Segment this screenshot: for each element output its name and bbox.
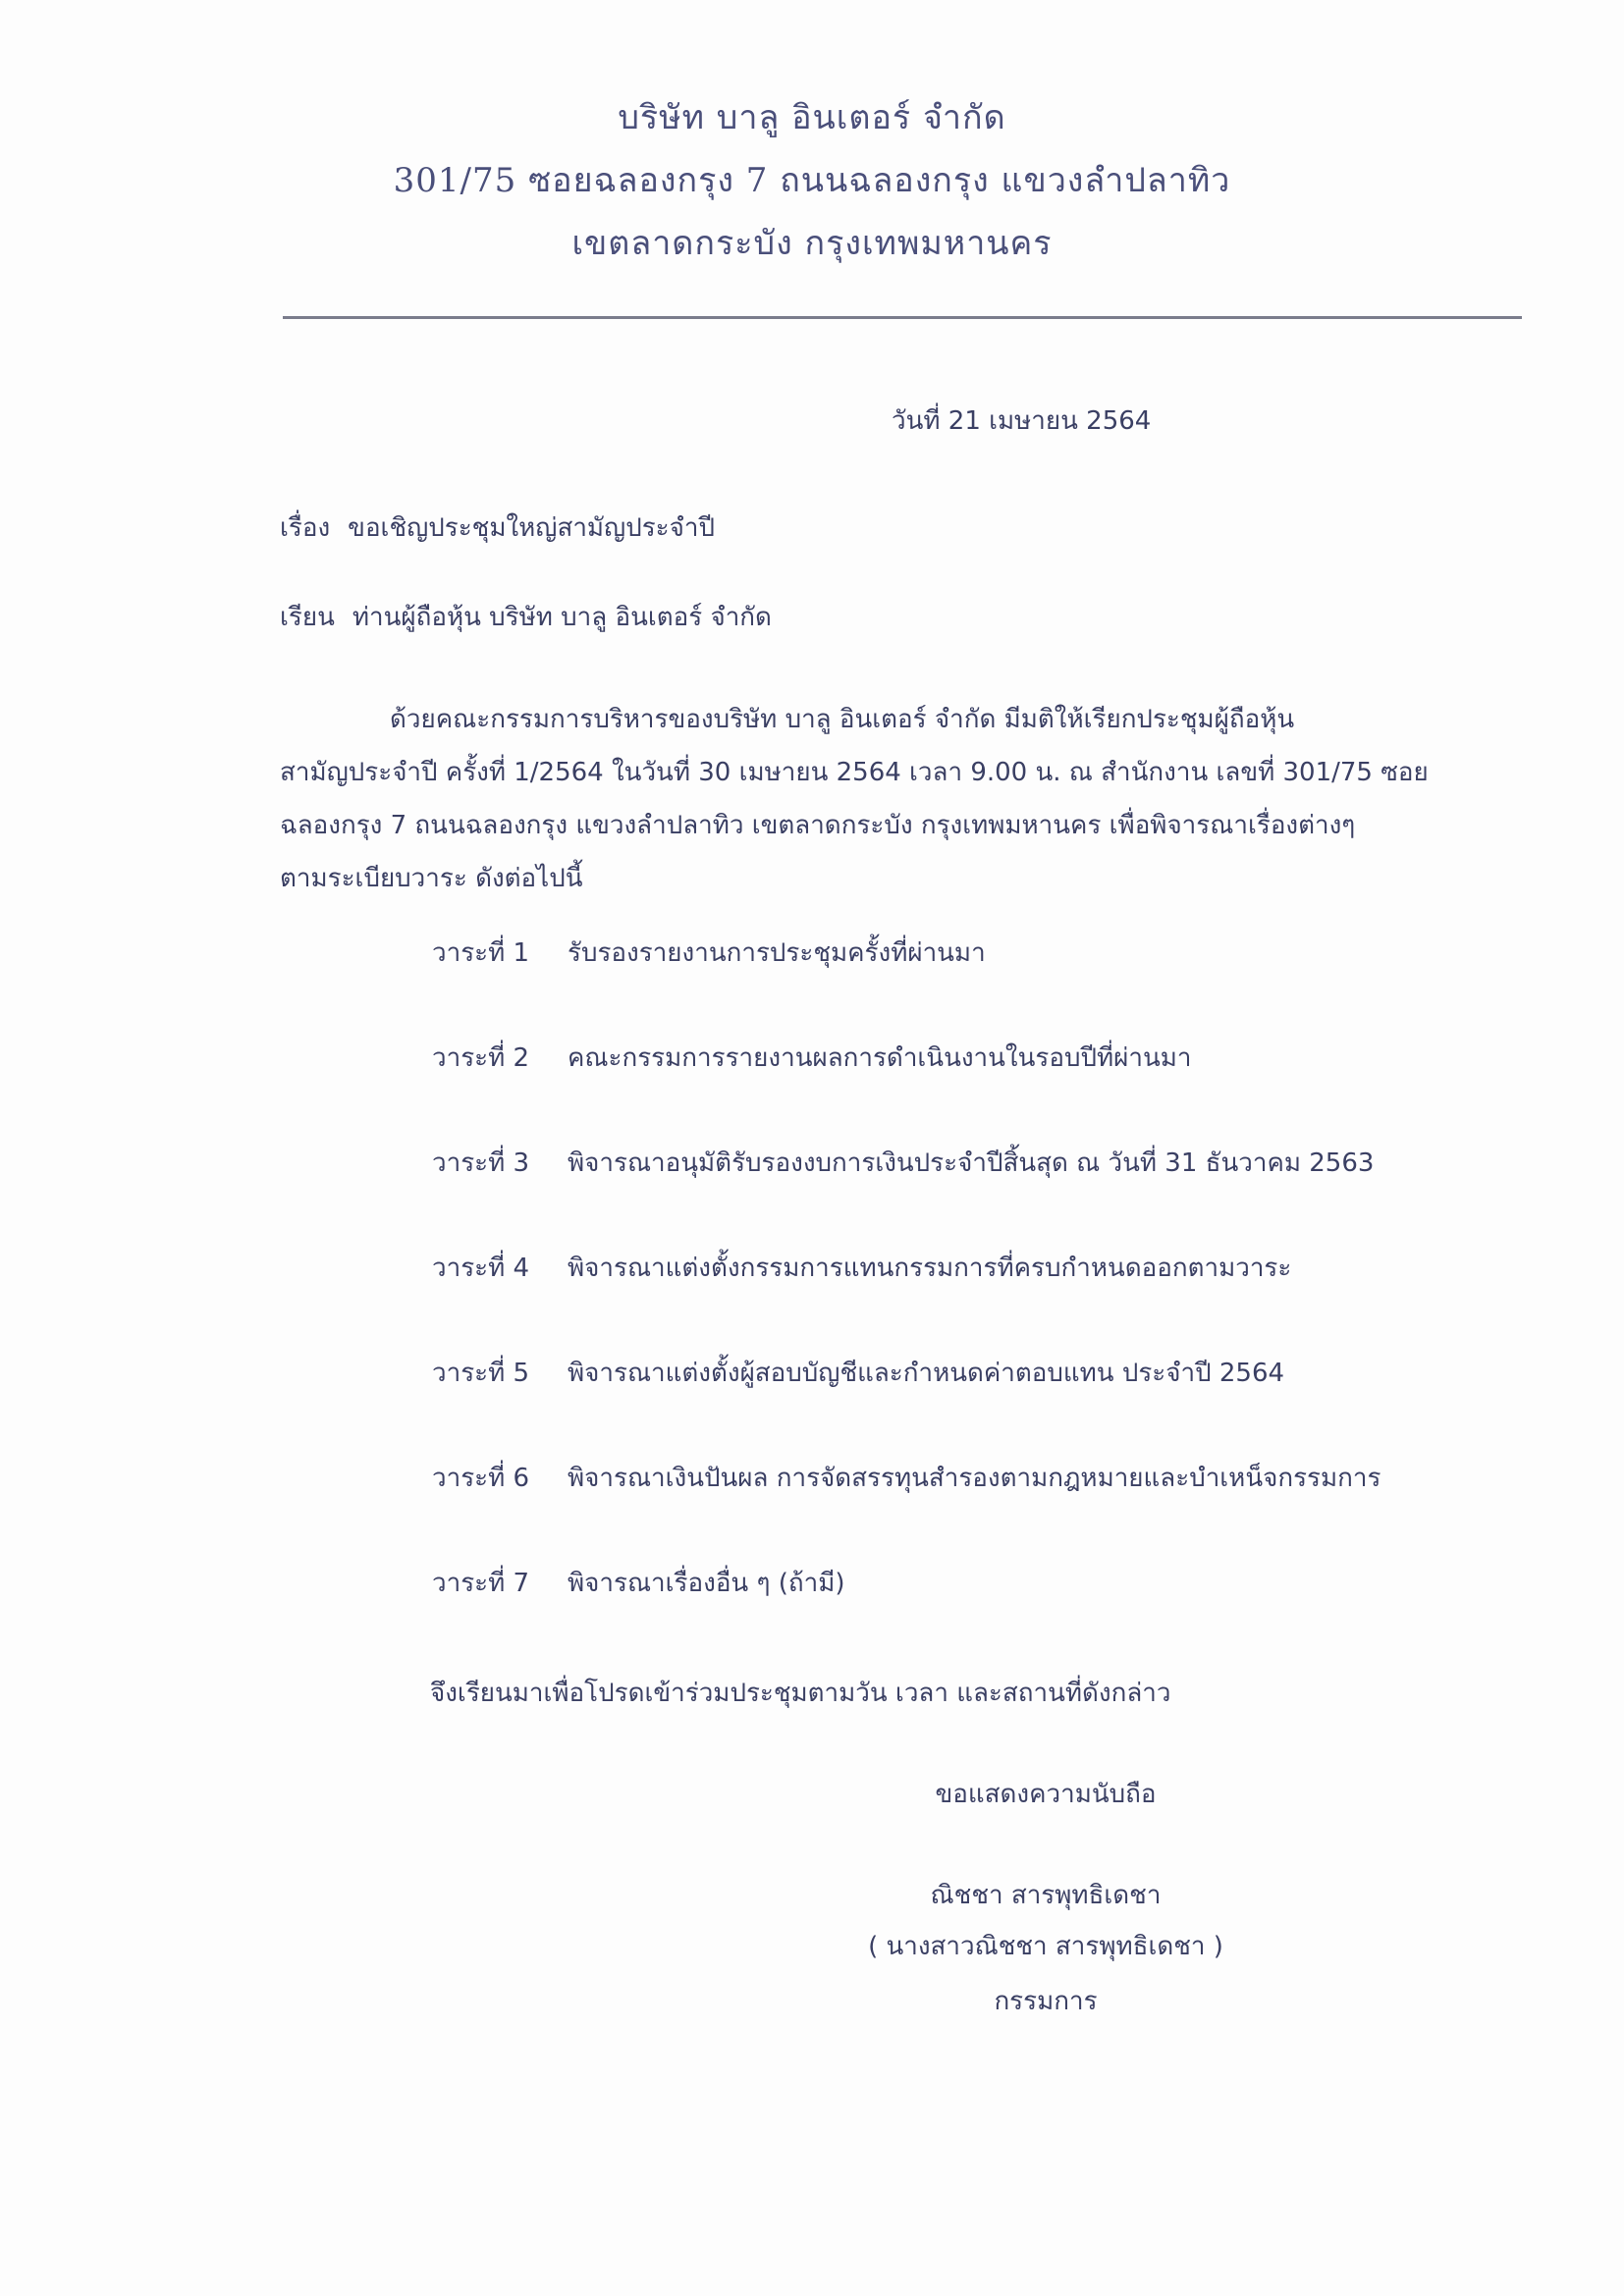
company-address-line1: 301/75 ซอยฉลองกรุง 7 ถนนฉลองกรุง แขวงลำปลาทิว	[393, 161, 1231, 200]
full-name: ( นางสาวณิชชา สารพุทธิเดชา )	[868, 1932, 1223, 1961]
regards: ขอแสดงความนับถือ	[935, 1780, 1157, 1809]
company-name: บริษัท บาลู อินเตอร์ จำกัด	[618, 98, 1006, 137]
signed-name: ณิชชา สารพุทธิเดชา	[930, 1881, 1162, 1910]
agenda-number: วาระที่ 4	[432, 1254, 530, 1283]
agenda-item	[432, 1353, 1284, 1393]
agenda-item	[432, 1248, 1291, 1288]
agenda-number: วาระที่ 5	[432, 1359, 530, 1388]
agenda-text: พิจารณาเงินปันผล การจัดสรรทุนสำรองตามกฎหมายและบำเหน็จกรรมการ	[568, 1464, 1381, 1493]
agenda-number: วาระที่ 2	[432, 1043, 530, 1073]
agenda-number: วาระที่ 6	[432, 1464, 530, 1493]
subject-line	[280, 507, 715, 548]
recipient-text: ท่านผู้ถือหุ้น บริษัท บาลู อินเตอร์ จำกัด	[352, 603, 772, 632]
agenda-text: คณะกรรมการรายงานผลการดำเนินงานในรอบปีที่ผ่านมา	[568, 1043, 1192, 1073]
agenda-text: พิจารณาเรื่องอื่น ๆ (ถ้ามี)	[568, 1569, 845, 1598]
agenda-number: วาระที่ 1	[432, 938, 530, 968]
recipient-line	[280, 597, 772, 637]
agenda-text: พิจารณาแต่งตั้งกรรมการแทนกรรมการที่ครบกำหนดออกตามวาระ	[568, 1254, 1292, 1283]
agenda-item	[432, 1563, 844, 1603]
body-line: ฉลองกรุง 7 ถนนฉลองกรุง แขวงลำปลาทิว เขตลาดกระบัง กรุงเทพมหานคร เพื่อพิจารณาเรื่องต่างๆ	[280, 811, 1356, 840]
agenda-item	[432, 1038, 1191, 1078]
agenda-text: พิจารณาแต่งตั้งผู้สอบบัญชีและกำหนดค่าตอบแทน ประจำปี 2564	[568, 1359, 1285, 1388]
agenda-number: วาระที่ 3	[432, 1148, 530, 1178]
letter-date: วันที่ 21 เมษายน 2564	[892, 406, 1152, 436]
agenda-item	[432, 1458, 1380, 1498]
signer-position: กรรมการ	[994, 1987, 1098, 2016]
body-line: ด้วยคณะกรรมการบริหารของบริษัท บาลู อินเตอร์ จำกัด มีมติให้เรียกประชุมผู้ถือหุ้น	[390, 705, 1295, 734]
body-line: ตามระเบียบวาระ ดังต่อไปนี้	[280, 864, 583, 893]
closing-sentence: จึงเรียนมาเพื่อโปรดเข้าร่วมประชุมตามวัน เวลา และสถานที่ดังกล่าว	[430, 1679, 1171, 1708]
subject-label: เรื่อง	[280, 513, 331, 543]
agenda-text: รับรองรายงานการประชุมครั้งที่ผ่านมา	[568, 938, 986, 968]
recipient-label: เรียน	[280, 603, 335, 632]
agenda-item	[432, 933, 986, 973]
subject-text: ขอเชิญประชุมใหญ่สามัญประจำปี	[348, 513, 715, 543]
agenda-number: วาระที่ 7	[432, 1569, 530, 1598]
company-address-line2: เขตลาดกระบัง กรุงเทพมหานคร	[571, 224, 1053, 263]
agenda-item	[432, 1143, 1374, 1183]
body-line: สามัญประจำปี ครั้งที่ 1/2564 ในวันที่ 30 เมษายน 2564 เวลา 9.00 น. ณ สำนักงาน เลขที่ 301/75 ซอย	[280, 758, 1429, 787]
agenda-text: พิจารณาอนุมัติรับรองงบการเงินประจำปีสิ้นสุด ณ วันที่ 31 ธันวาคม 2563	[568, 1148, 1375, 1178]
header-divider	[283, 316, 1522, 319]
